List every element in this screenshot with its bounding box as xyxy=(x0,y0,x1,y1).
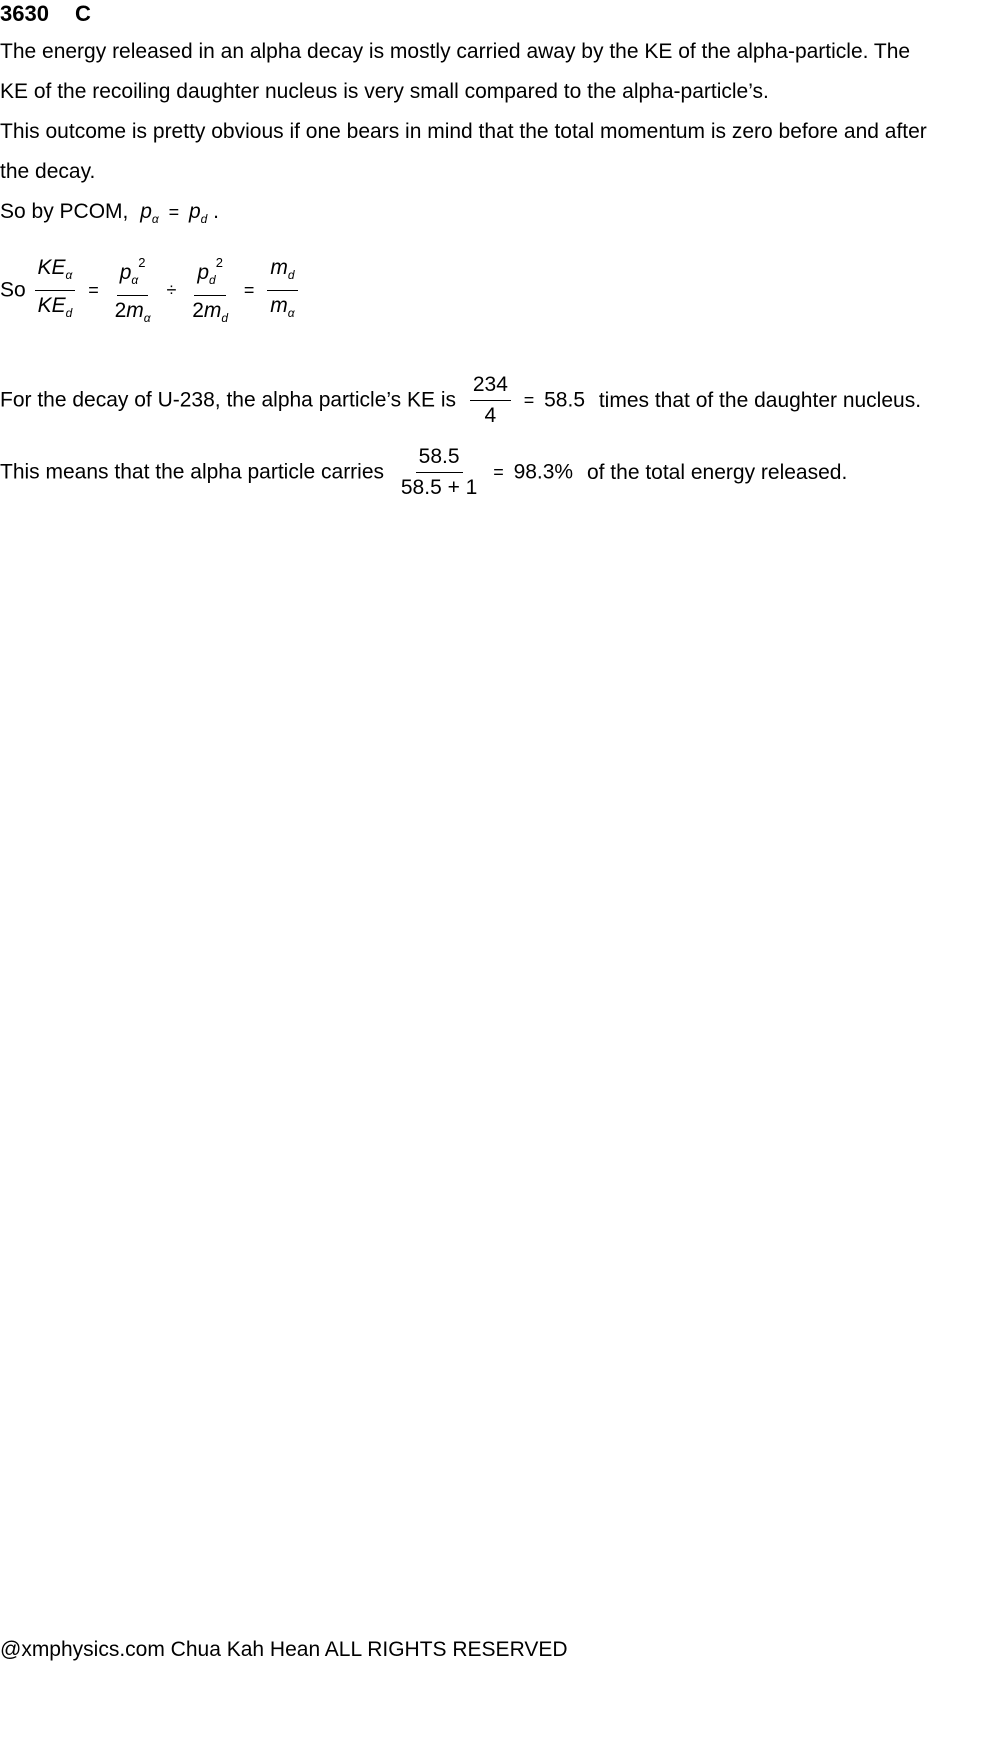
pcom-suffix: . xyxy=(213,200,220,223)
u238-denominator: 4 xyxy=(484,404,497,427)
u238-mass-fraction xyxy=(470,372,511,429)
momentum-equation: $p_\alpha = p_d$ xyxy=(140,200,208,226)
share-result: 98.3% xyxy=(513,460,574,484)
ke-ratio-line xyxy=(0,250,301,331)
share-suffix: of the total energy released. xyxy=(586,460,848,484)
answer-letter: C xyxy=(74,1,91,26)
u238-numerator: 234 xyxy=(470,372,511,401)
ke-ratio-fraction: $\frac{KE_\alpha}{KE_d}$ xyxy=(35,255,76,326)
divide-sign: ÷ xyxy=(166,280,177,301)
question-heading xyxy=(0,1,91,27)
ratio-prefix: So xyxy=(0,278,26,302)
paragraph-line-1: The energy released in an alpha decay is mostly carried away by the KE of the alpha-particle. The xyxy=(0,40,911,63)
u238-result: 58.5 xyxy=(544,388,585,412)
u238-line xyxy=(0,372,921,429)
question-number: 3630 xyxy=(0,1,49,26)
equals-sign: = xyxy=(243,280,255,301)
equals-sign: = xyxy=(88,280,99,301)
copyright-footer: @xmphysics.com Chua Kah Hean ALL RIGHTS RESERVED xyxy=(0,1638,568,1661)
energy-share-line xyxy=(0,444,847,501)
share-fraction xyxy=(398,444,480,501)
pcom-prefix: So by PCOM, xyxy=(0,200,129,223)
alpha-ke-fraction: $\frac{p_\alpha^2}{2m_\alpha}$ xyxy=(112,250,154,331)
u238-prefix: For the decay of U-238, the alpha particle’s KE is xyxy=(0,388,457,412)
share-prefix: This means that the alpha particle carries xyxy=(0,460,385,484)
mass-ratio-fraction: $\frac{m_d}{m_\alpha}$ xyxy=(267,255,297,326)
equals-sign: = xyxy=(523,390,535,410)
daughter-ke-fraction: $\frac{p_d^2}{2m_d}$ xyxy=(189,250,231,331)
share-numerator: 58.5 xyxy=(416,444,463,473)
paragraph-line-2: KE of the recoiling daughter nucleus is very small compared to the alpha-particle’s. xyxy=(0,80,769,103)
u238-suffix: times that of the daughter nucleus. xyxy=(598,388,922,412)
equals-sign: = xyxy=(493,462,504,482)
pcom-line xyxy=(0,192,219,239)
paragraph-line-3: This outcome is pretty obvious if one bears in mind that the total momentum is zero before and after xyxy=(0,120,927,143)
share-denominator: 58.5 + 1 xyxy=(400,476,478,499)
paragraph-line-4: the decay. xyxy=(0,160,96,183)
